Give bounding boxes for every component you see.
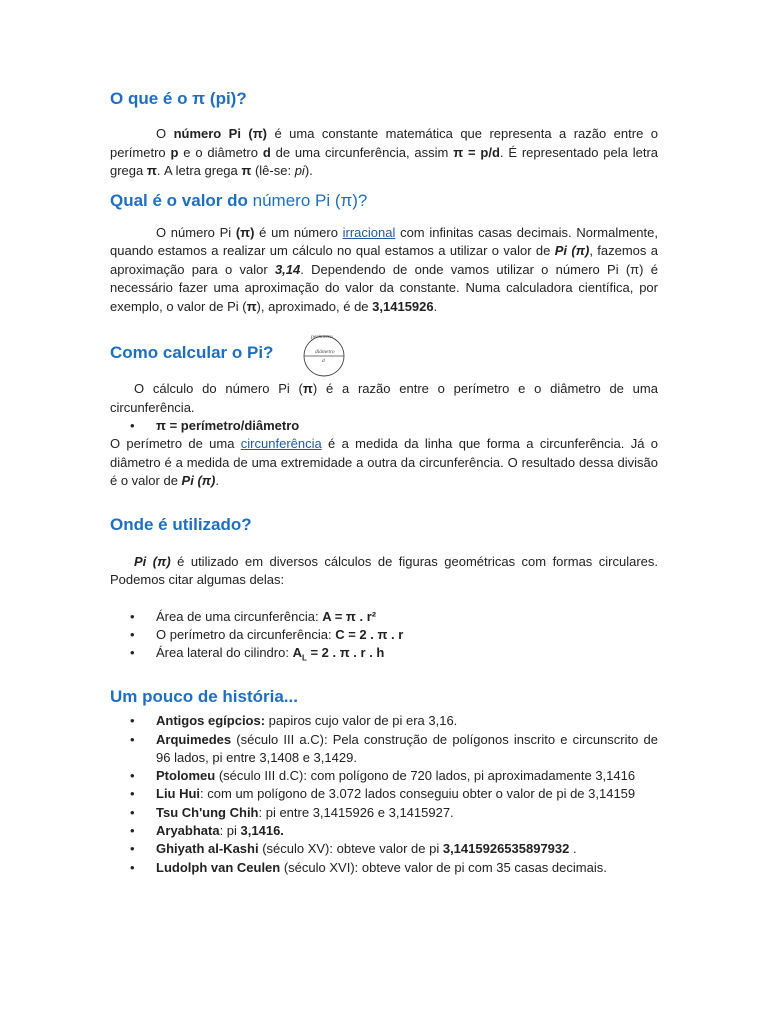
heading-history: Um pouco de história...: [110, 687, 298, 707]
figure-label-diameter: diâmetro: [315, 349, 335, 355]
bullet-icon: •: [130, 768, 135, 784]
figure-label-d: d: [322, 358, 325, 364]
section-how-to-calculate: [110, 334, 658, 364]
bullet-icon: •: [130, 804, 135, 820]
list-item: • Tsu Ch'ung Chih: pi entre 3,1415926 e 3,1415927.: [110, 804, 658, 822]
bullet-icon: •: [130, 786, 135, 802]
bullet-icon: •: [130, 823, 135, 839]
history-list: [110, 712, 658, 877]
paragraph-perimeter: O perímetro de uma circunferência é a medida da linha que forma a circunferência. Já o diâmetro é a medida de uma extremidade a outra da circunferência. O resultado dessa divisão é o valor de Pi (π).: [110, 436, 658, 489]
paragraph-pi-definition: O número Pi (π) é uma constante matemática que representa a razão entre o perímetro p e o diâmetro d de uma circunferência, assim π = p/d. É representado pela letra grega π. A letra grega π (lê-se: pi).: [110, 126, 659, 178]
list-item: • Área de uma circunferência: A = π . r²: [110, 608, 658, 626]
figure-label-perimeter: perímetro: [311, 334, 333, 340]
list-item: • Arquimedes (século III a.C): Pela construção de polígonos inscrito e circunscrito de 96 lados, pi entre 3,1408 e 3,1429.: [130, 731, 658, 765]
list-item: • Ghiyath al-Kashi (século XV): obteve valor de pi 3,1415926535897932 .: [110, 840, 658, 858]
paragraph-pi-value: O número Pi (π) é um número irracional com infinitas casas decimais. Normalmente, quando estamos a realizar um cálculo no qual estamos a utilizar o valor de Pi (π), fazemos a aproximação para o valor 3,14. Dependendo de onde vamos utilizar o número Pi (π) é necessário fazer uma aproximação do valor da constante. Numa calculadora científica, por exemplo, o valor de Pi (π), aproximado, é de 3,1415926.: [110, 224, 659, 314]
list-item: • O perímetro da circunferência: C = 2 . π . r: [110, 626, 658, 644]
heading-where-used: Onde é utilizado?: [110, 514, 252, 534]
bullet-icon: •: [130, 713, 135, 729]
link-irracional[interactable]: irracional: [342, 224, 396, 240]
list-item: • Antigos egípcios: papiros cujo valor de pi era 3,16.: [110, 712, 658, 730]
bullet-icon: •: [130, 627, 135, 643]
list-item: • Ludolph van Ceulen (século XVI): obteve valor de pi com 35 casas decimais.: [110, 859, 658, 877]
list-item: • π = perímetro/diâmetro: [110, 417, 658, 435]
bullet-icon: •: [130, 608, 135, 624]
heading-what-is-pi: O que é o π (pi)?: [110, 89, 247, 108]
list-item: • Aryabhata: pi 3,1416.: [110, 822, 658, 840]
list-item: • Área lateral do cilindro: $A_L = 2$ . π . r . h: [130, 645, 385, 663]
circle-diameter-figure: [296, 332, 352, 378]
paragraph-pi-calculation: O cálculo do número Pi (π) é a razão entre o perímetro e o diâmetro de uma circunferência.: [110, 381, 658, 415]
formula-list: [110, 417, 658, 435]
paragraph-where-used: Pi (π) é utilizado em diversos cálculos de figuras geométricas com formas circulares. Podemos citar algumas delas:: [110, 553, 658, 588]
bullet-icon: •: [130, 645, 135, 661]
heading-pi-value: Qual é o valor do número Pi (π)?: [110, 190, 368, 210]
usage-list: [110, 608, 658, 668]
list-item: • Liu Hui: com um polígono de 3.072 lados conseguiu obter o valor de pi de 3,14159: [110, 785, 658, 803]
bullet-icon: •: [130, 731, 135, 747]
bullet-icon: •: [130, 859, 135, 875]
heading-how-to-calculate: Como calcular o Pi?: [110, 343, 274, 362]
bullet-icon: •: [130, 418, 135, 433]
bullet-icon: •: [130, 841, 135, 857]
link-circunferencia[interactable]: circunferência: [240, 436, 322, 452]
document-content: [110, 88, 658, 877]
list-item: • Ptolomeu (século III d.C): com polígono de 720 lados, pi aproximadamente 3,1416: [110, 767, 658, 785]
